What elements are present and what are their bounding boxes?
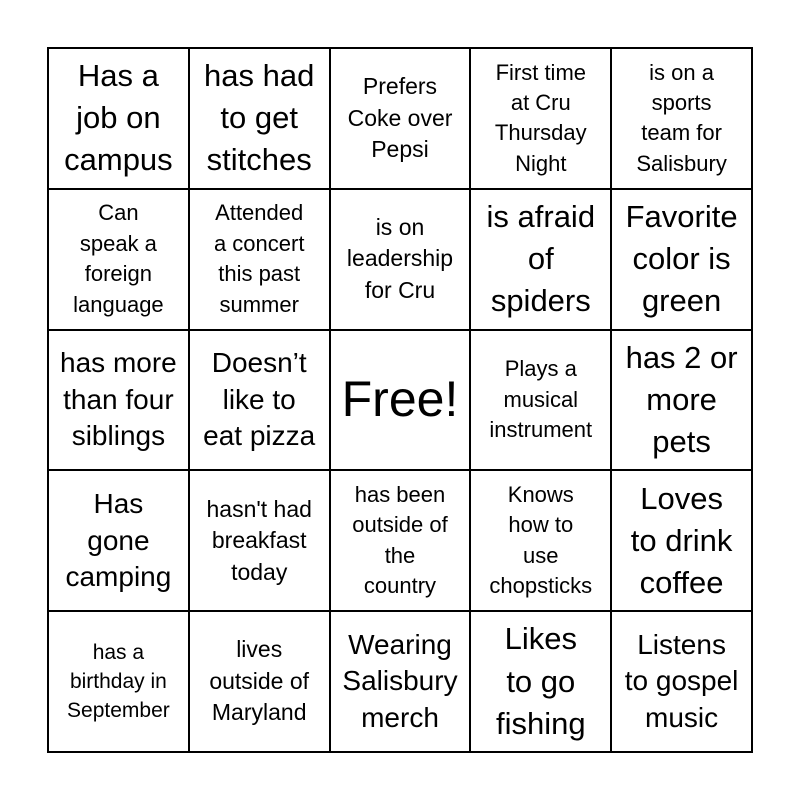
cell-text: Prefers Coke over Pepsi xyxy=(347,73,453,163)
cell-text: Loves to drink coffee xyxy=(630,480,733,600)
cell-text: Wearing Salisbury merch xyxy=(342,629,458,733)
cell-text: Has a job on campus xyxy=(64,58,173,178)
cell-text: is afraid of spiders xyxy=(486,198,596,319)
cell-text: hasn't had breakfast today xyxy=(206,495,312,585)
bingo-cell[interactable] xyxy=(190,612,331,753)
bingo-cell[interactable] xyxy=(471,471,612,612)
cell-text: Plays a musical instrument xyxy=(489,356,593,443)
cell-text: has been outside of the country xyxy=(352,482,448,599)
bingo-cell[interactable] xyxy=(471,612,612,753)
cell-text: is on a sports team for Salisbury xyxy=(636,59,727,176)
bingo-cell[interactable] xyxy=(190,49,331,190)
cell-text: Has gone camping xyxy=(65,488,172,592)
bingo-cell[interactable] xyxy=(49,471,190,612)
bingo-cell[interactable] xyxy=(331,471,472,612)
cell-text: has a birthday in September xyxy=(67,640,170,723)
free-space[interactable] xyxy=(331,331,472,472)
bingo-cell[interactable] xyxy=(612,331,753,472)
bingo-cell[interactable] xyxy=(190,331,331,472)
bingo-cell[interactable] xyxy=(612,190,753,331)
bingo-board xyxy=(47,47,753,753)
bingo-cell[interactable] xyxy=(612,471,753,612)
cell-text: Knows how to use chopsticks xyxy=(489,482,593,599)
cell-text: Favorite color is green xyxy=(625,198,738,319)
bingo-cell[interactable] xyxy=(471,49,612,190)
bingo-cell[interactable] xyxy=(331,612,472,753)
bingo-cell[interactable] xyxy=(190,190,331,331)
bingo-cell[interactable] xyxy=(612,49,753,190)
free-space-text: Free! xyxy=(341,371,459,428)
bingo-cell[interactable] xyxy=(49,612,190,753)
cell-text: Can speak a foreign language xyxy=(73,200,164,317)
bingo-cell[interactable] xyxy=(49,49,190,190)
bingo-cell[interactable] xyxy=(190,471,331,612)
cell-text: Listens to gospel music xyxy=(624,629,739,733)
cell-text: lives outside of Maryland xyxy=(209,636,310,726)
bingo-cell[interactable] xyxy=(612,612,753,753)
bingo-cell[interactable] xyxy=(331,190,472,331)
bingo-cell[interactable] xyxy=(49,331,190,472)
cell-text: First time at Cru Thursday Night xyxy=(494,59,587,176)
bingo-cell[interactable] xyxy=(471,190,612,331)
bingo-cell[interactable] xyxy=(471,331,612,472)
cell-text: Likes to go fishing xyxy=(495,621,586,741)
bingo-cell[interactable] xyxy=(331,49,472,190)
cell-text: Doesn’t like to eat pizza xyxy=(203,347,316,452)
cell-text: has had to get stitches xyxy=(204,58,315,178)
cell-text: has 2 or more pets xyxy=(625,339,738,460)
cell-text: is on leadership for Cru xyxy=(346,213,454,303)
cell-text: Attended a concert this past summer xyxy=(213,200,305,317)
bingo-cell[interactable] xyxy=(49,190,190,331)
cell-text: has more than four siblings xyxy=(60,347,177,452)
